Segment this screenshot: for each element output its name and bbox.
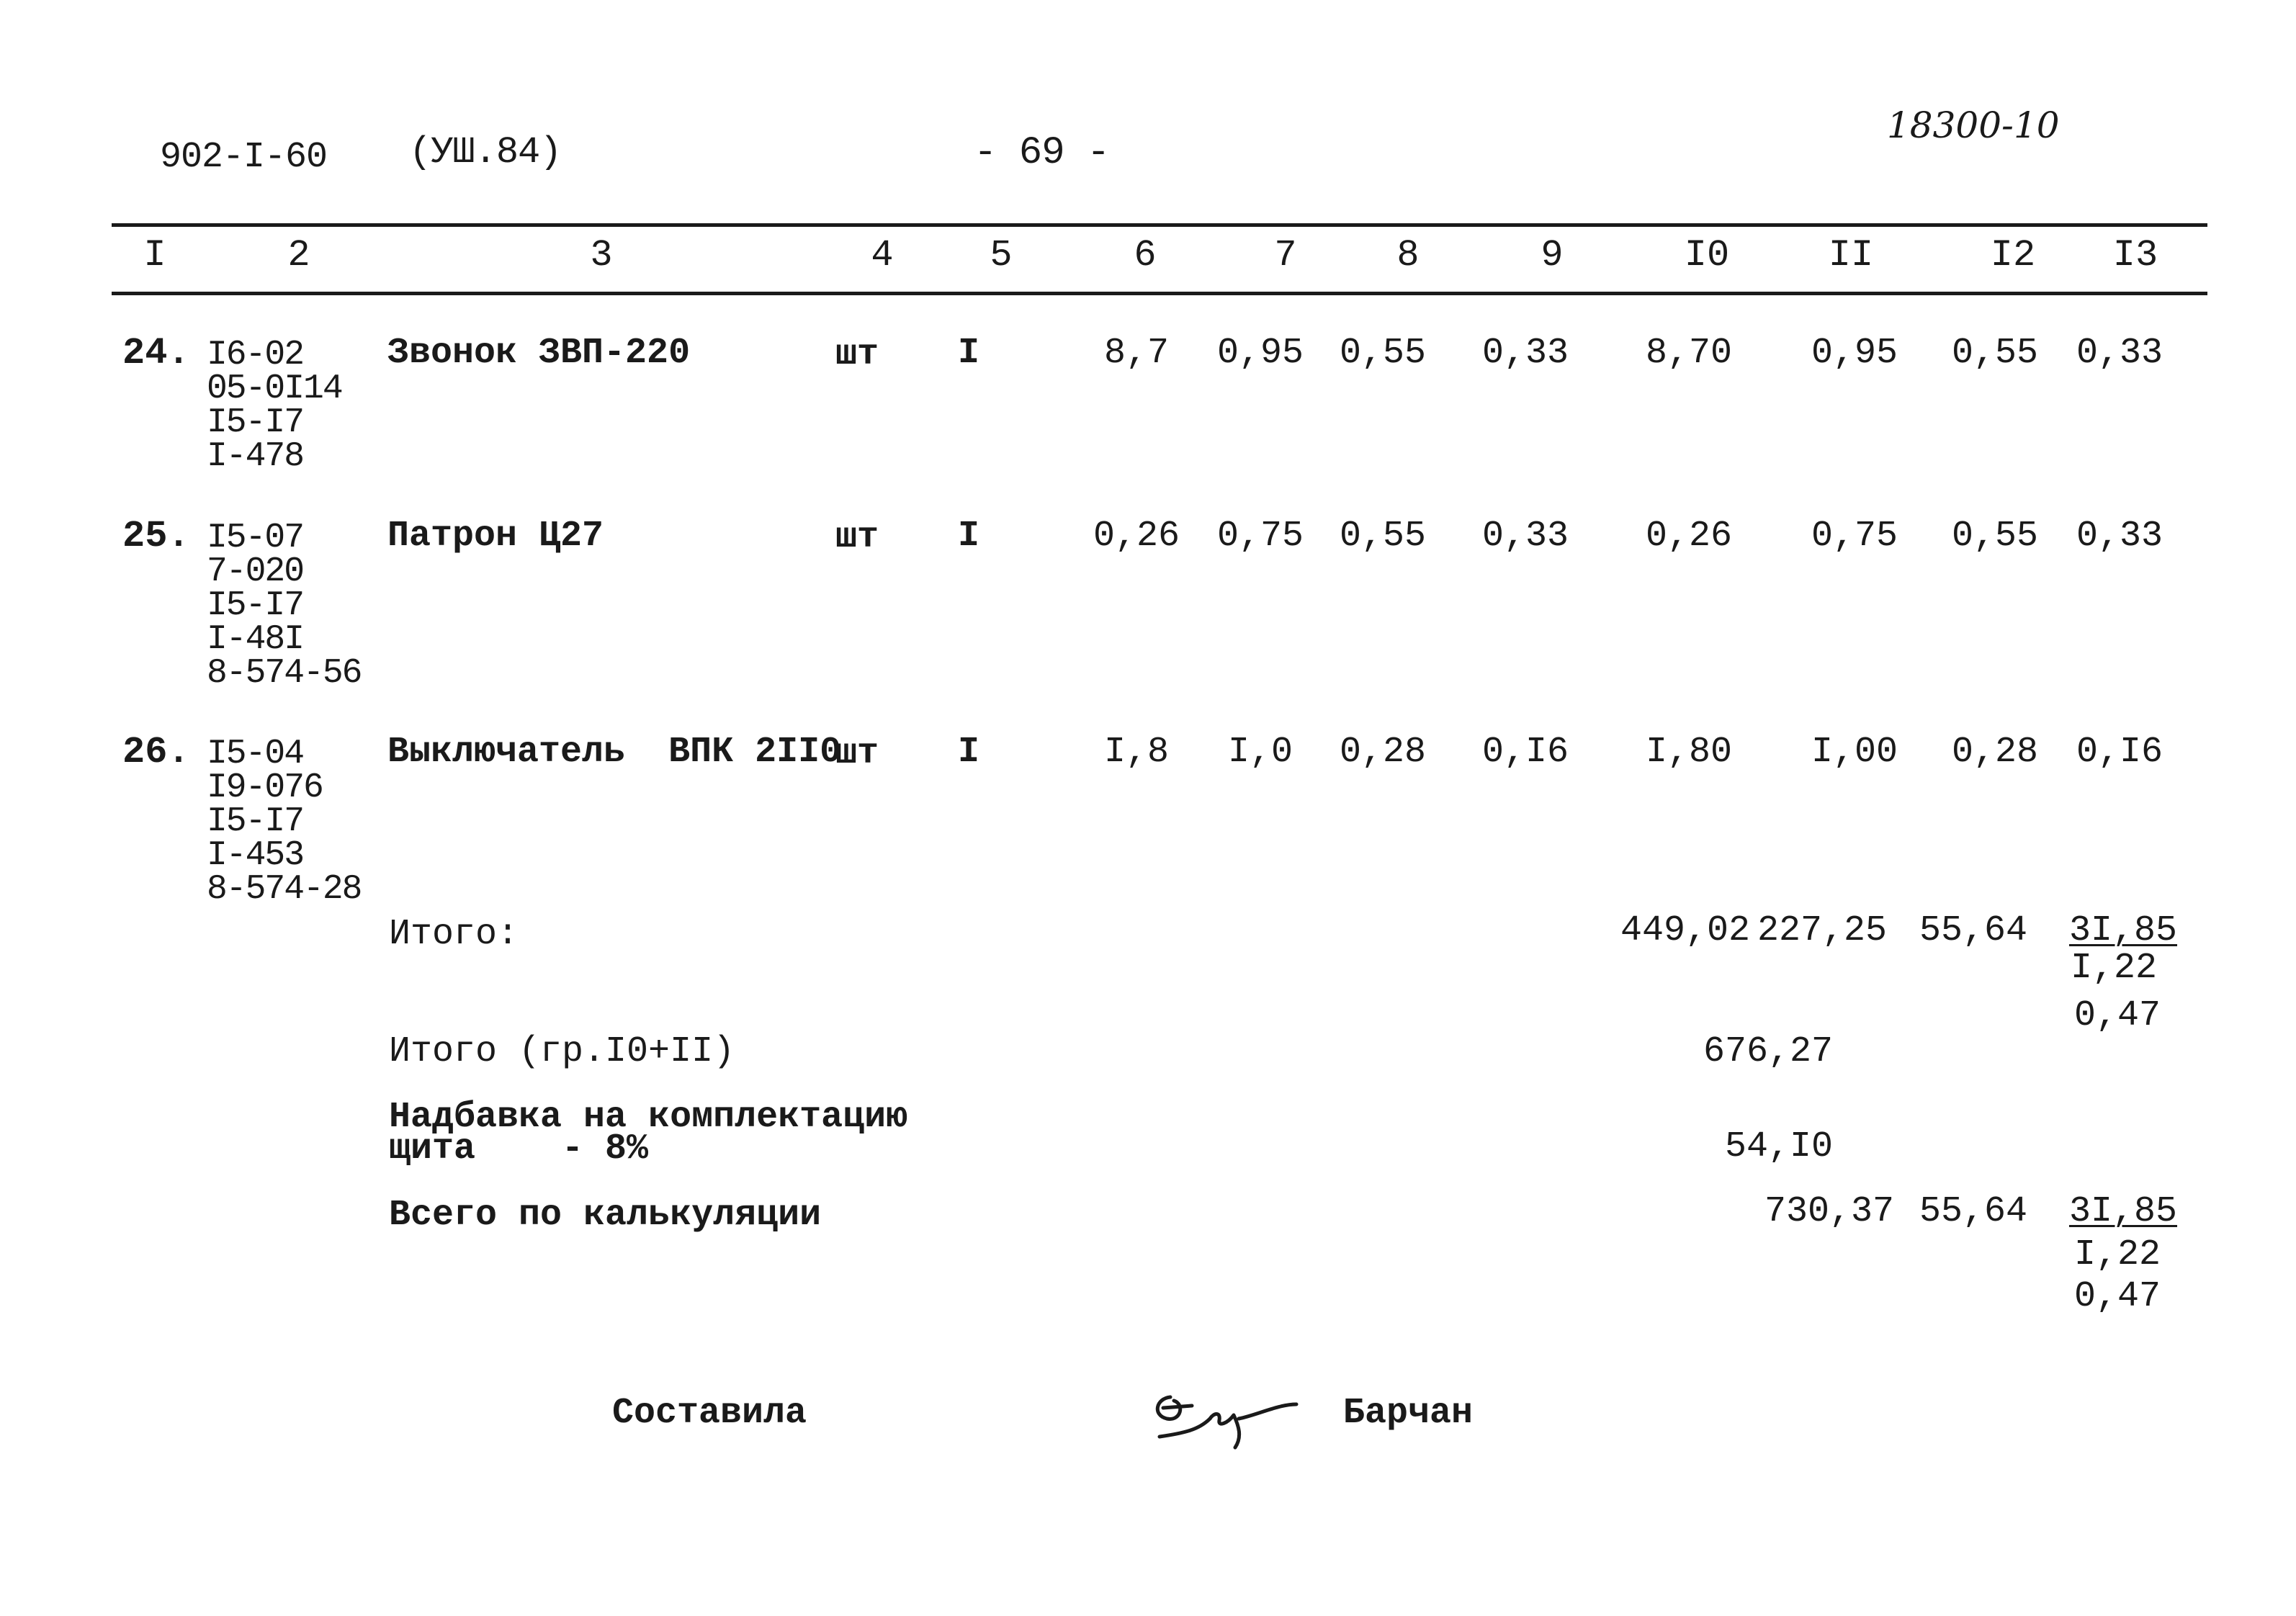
compiled-by-label: Составила <box>612 1393 807 1434</box>
column-number-4: 4 <box>871 234 894 277</box>
total-label: Итого: <box>389 914 519 955</box>
column-number-8: 8 <box>1396 234 1420 277</box>
column-number-2: 2 <box>287 234 310 277</box>
surcharge-label-line1: Надбавка на комплектацию <box>389 1097 908 1138</box>
row-name: Звонок ЗВП-220 <box>387 333 691 374</box>
grand-total-col13-bot: 0,47 <box>2073 1276 2161 1317</box>
total-col10: 449,02 <box>1620 910 1751 951</box>
row-name: Выключатель ВПК 2II0 <box>387 732 842 773</box>
surcharge-label-line2: щита - 8% <box>389 1128 649 1170</box>
row-unit: шт <box>835 334 879 375</box>
row-col13: 0,33 <box>2076 516 2163 557</box>
volume-label: (УШ.84) <box>409 131 562 174</box>
total-10-11-label: Итого (гр.I0+II) <box>389 1031 735 1072</box>
table-header-rule <box>112 292 2207 295</box>
surcharge-value: 54,I0 <box>1724 1126 1834 1167</box>
row-number: 24. <box>122 332 190 374</box>
row-number: 26. <box>122 731 190 773</box>
row-qty: I <box>957 732 980 773</box>
handwritten-signature <box>1142 1375 1307 1455</box>
row-col11: 0,75 <box>1811 516 1898 557</box>
total-col13-top: 3I,85 <box>2068 910 2178 951</box>
row-col13: 0,I6 <box>2076 732 2163 773</box>
row-col6: 0,26 <box>1093 516 1180 557</box>
row-col6: I,8 <box>1103 732 1170 773</box>
total-col13-mid: I,22 <box>2070 948 2158 989</box>
column-number-7: 7 <box>1274 234 1297 277</box>
row-codes: I6-02 05-0I14 I5-I7 I-478 <box>207 336 342 476</box>
row-codes: I5-07 7-020 I5-I7 I-48I 8-574-56 <box>207 519 362 693</box>
column-number-10: I0 <box>1684 234 1730 277</box>
grand-total-col11: 730,37 <box>1764 1191 1895 1232</box>
column-number-3: 3 <box>590 234 613 277</box>
total-col12: 55,64 <box>1919 910 2028 951</box>
row-col10: 8,70 <box>1645 333 1733 374</box>
page-number: - 69 - <box>974 131 1110 175</box>
grand-total-col13-top: 3I,85 <box>2068 1191 2178 1232</box>
row-col8: 0,28 <box>1339 732 1427 773</box>
grand-total-col13-mid: I,22 <box>2073 1234 2161 1275</box>
grand-total-col12: 55,64 <box>1919 1191 2028 1232</box>
row-col8: 0,55 <box>1339 333 1427 374</box>
row-name: Патрон Ц27 <box>387 516 604 557</box>
grand-total-label: Всего по калькуляции <box>389 1195 822 1236</box>
inventory-number: 18300-10 <box>1887 104 2060 146</box>
row-col11: I,00 <box>1811 732 1898 773</box>
table-top-rule <box>112 223 2207 227</box>
row-col12: 0,55 <box>1951 516 2039 557</box>
total-10-11-value: 676,27 <box>1703 1031 1834 1072</box>
row-col9: 0,I6 <box>1481 732 1569 773</box>
row-col12: 0,28 <box>1951 732 2039 773</box>
row-col8: 0,55 <box>1339 516 1427 557</box>
row-unit: шт <box>835 733 879 774</box>
row-col9: 0,33 <box>1481 333 1569 374</box>
row-qty: I <box>957 516 980 557</box>
column-number-12: I2 <box>1990 234 2036 277</box>
column-number-11: II <box>1828 234 1874 277</box>
row-col10: I,80 <box>1645 732 1733 773</box>
document-code: 902-I-60 <box>160 137 328 178</box>
row-col12: 0,55 <box>1951 333 2039 374</box>
row-col7: 0,95 <box>1216 333 1304 374</box>
row-col13: 0,33 <box>2076 333 2163 374</box>
total-col13-bot: 0,47 <box>2073 995 2161 1036</box>
row-codes: I5-04 I9-076 I5-I7 I-453 8-574-28 <box>207 735 362 909</box>
compiler-name: Барчан <box>1343 1393 1474 1434</box>
column-number-1: I <box>143 234 166 277</box>
row-unit: шт <box>835 517 879 558</box>
row-col9: 0,33 <box>1481 516 1569 557</box>
row-col11: 0,95 <box>1811 333 1898 374</box>
column-number-5: 5 <box>990 234 1013 277</box>
total-col11: 227,25 <box>1757 910 1888 951</box>
row-number: 25. <box>122 515 190 557</box>
row-col7: I,0 <box>1227 732 1293 773</box>
column-number-13: I3 <box>2112 234 2158 277</box>
column-number-6: 6 <box>1134 234 1157 277</box>
row-col10: 0,26 <box>1645 516 1733 557</box>
row-qty: I <box>957 333 980 374</box>
column-number-9: 9 <box>1541 234 1564 277</box>
row-col6: 8,7 <box>1103 333 1170 374</box>
row-col7: 0,75 <box>1216 516 1304 557</box>
